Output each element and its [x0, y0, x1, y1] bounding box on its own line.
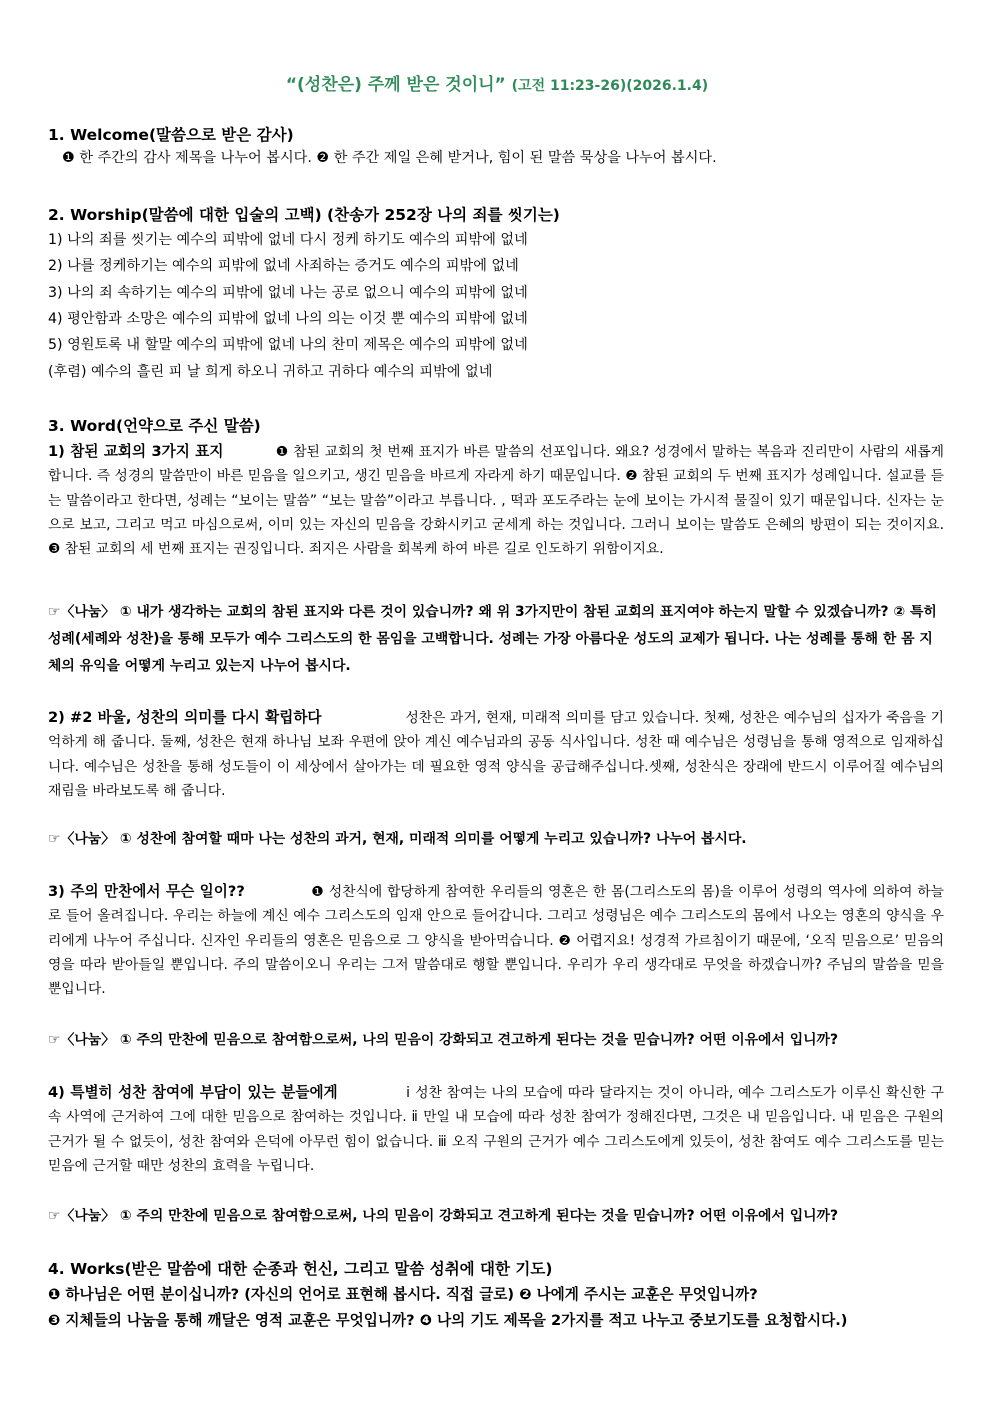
works-line-2: ❸ 지체들의 나눔을 통해 깨달은 영적 교훈은 무엇입니까? ❹ 나의 기도 제목을 2가지를 적고 나누고 중보기도를 요청합시다.): [48, 1312, 848, 1329]
hymn-line: 2) 나를 정케하기는 예수의 피밖에 없네 사죄하는 증거도 예수의 피밖에 없네: [48, 258, 519, 274]
section-2-share-question: ☞〈나눔〉 ① 성찬에 참여할 때마 나는 성찬의 과거, 현재, 미래적 의미를 어떻게 누리고 있습니까? 나누어 봅시다.: [48, 831, 747, 847]
section-2-title: 2) #2 바울, 성찬의 의미를 다시 확립하다: [48, 709, 322, 726]
section-1-title: 1) 참된 교회의 3가지 표지: [48, 443, 224, 460]
title-main: “(성찬은) 주께 받은 것이니”: [285, 75, 506, 95]
welcome-text: ❶ 한 주간의 감사 제목을 나누어 봅시다. ❷ 한 주간 제일 은혜 받거나, 힘이 된 말씀 묵상을 나누어 봅시다.: [62, 150, 717, 166]
title-reference: (고전 11:23-26)(2026.1.4): [511, 78, 709, 94]
section-4-paragraph: [48, 1081, 944, 1178]
section-3-body: ❶ 성찬식에 합당하게 참여한 우리들의 영혼은 한 몸(그리스도의 몸)을 이루어 성령의 역사에 의하여 하늘로 들어 올려집니다. 우리는 하늘에 계신 예수 그리스도의 임재 안으로 들어갑니다. 그리고 성령님은 예수 그리스도의 몸에서 나오는 영혼의 양식을 우리에게 나누어 주십니다. 신자인 우리들의 영혼은 믿음으로 그 양식을 받아먹습니다. ❷ 어렵지요! 성경적 가르침이기 때문에, ‘오직 믿음으로’ 믿음의 영을 따라 받아들일 뿐입니다. 주의 말씀이오니 우리는 그저 말씀대로 행할 뿐입니다. 우리가 우리 생각대로 무엇을 하겠습니까? 주님의 말씀을 믿을 뿐입니다.: [48, 884, 944, 998]
hymn-line: 5) 영원토록 내 할말 예수의 피밖에 없네 나의 찬미 제목은 예수의 피밖에 없네: [48, 337, 528, 353]
section-1-share-question: ☞〈나눔〉 ① 내가 생각하는 교회의 참된 표지와 다른 것이 있습니까? 왜 위 3가지만이 참된 교회의 표지여야 하는지 말할 수 있겠습니까? ② 특히 성례(세례와 성찬)을 통해 모두가 예수 그리스도의 한 몸임을 고백합니다. 성례는 가장 아름다운 성도의 교제가 됩니다. 나는 성례를 통해 한 몸 지체의 유익을 어떻게 누리고 있는지 나누어 봅시다.: [48, 604, 937, 674]
section-2-paragraph: [48, 706, 944, 803]
section-4-body: ⅰ 성찬 참여는 나의 모습에 따라 달라지는 것이 아니라, 예수 그리스도가 이루신 확신한 구속 사역에 근거하여 그에 대한 믿음으로 참여하는 것입니다. ⅱ 만일 내 모습에 따라 성찬 참여가 정해진다면, 그것은 내 믿음입니다. 내 믿음은 구원의 근거가 될 수 없듯이, 성찬 참여와 은덕에 아무런 힘이 없습니다. ⅲ 오직 구원의 근거가 예수 그리스도에게 있듯이, 성찬 참여도 예수 그리스도를 믿는 믿음에 근거할 때만 성찬의 효력을 누립니다.: [48, 1085, 945, 1174]
works-heading: 4. Works(받은 말씀에 대한 순종과 헌신, 그리고 말씀 성취에 대한 기도): [48, 1260, 553, 1278]
worship-heading: 2. Worship(말씀에 대한 입술의 고백) (찬송가 252장 나의 죄를 씻기는): [48, 206, 560, 224]
section-4-share-question: ☞〈나눔〉 ① 주의 만찬에 믿음으로 참여함으로써, 나의 믿음이 강화되고 견고하게 된다는 것을 믿습니까? 어떤 이유에서 입니까?: [48, 1208, 839, 1224]
section-4-title: 4) 특별히 성찬 참여에 부담이 있는 분들에게: [48, 1084, 338, 1101]
word-heading: 3. Word(언약으로 주신 말씀): [48, 417, 261, 435]
section-1-paragraph: [48, 440, 944, 561]
hymn-chorus: (후렴) 예수의 흘린 피 날 희게 하오니 귀하고 귀하다 예수의 피밖에 없네: [48, 364, 493, 380]
section-3-paragraph: [48, 880, 944, 1001]
hymn-line: 4) 평안함과 소망은 예수의 피밖에 없네 나의 의는 이것 뿐 예수의 피밖에 없네: [48, 311, 528, 327]
section-1-body: ❶ 참된 교회의 첫 번째 표지가 바른 말씀의 선포입니다. 왜요? 성경에서 말하는 복음과 진리만이 사람의 새롭게 합니다. 즉 성경의 말씀만이 바른 믿음을 일으키고, 생긴 믿음을 바르게 자라게 하기 때문입니다. ❷ 참된 교회의 두 번째 표지가 성례입니다. 설교를 듣는 말씀이라고 한다면, 성례는 “보이는 말씀” “보는 말씀”이라고 부릅니다. , 떡과 포도주라는 눈에 보이는 가시적 물질이 있기 때문입니다. 신자는 눈으로 보고, 그리고 먹고 마심으로써, 이미 있는 자신의 믿음을 강화시키고 굳세게 하는 것입니다. 그러니 보이는 말씀도 은혜의 방편이 되는 것이지요. ❸ 참된 교회의 세 번째 표지는 권징입니다. 죄지은 사람을 회복케 하여 바른 길로 인도하기 위함이지요.: [48, 444, 944, 558]
section-3-share-question: ☞〈나눔〉 ① 주의 만찬에 믿음으로 참여함으로써, 나의 믿음이 강화되고 견고하게 된다는 것을 믿습니까? 어떤 이유에서 입니까?: [48, 1032, 839, 1048]
hymn-line: 3) 나의 죄 속하기는 예수의 피밖에 없네 나는 공로 없으니 예수의 피밖에 없네: [48, 285, 528, 301]
welcome-heading: 1. Welcome(말씀으로 받은 감사): [48, 126, 294, 144]
hymn-line: 1) 나의 죄를 씻기는 예수의 피밖에 없네 다시 정케 하기도 예수의 피밖에 없네: [48, 232, 528, 248]
section-2-body: 성찬은 과거, 현재, 미래적 의미를 담고 있습니다. 첫째, 성찬은 예수님의 십자가 죽음을 기억하게 해 줍니다. 둘째, 성찬은 현재 하나님 보좌 우편에 앉아 계신 예수님과의 공동 식사입니다. 성찬 때 예수님은 성령님을 통해 영적으로 임재하십니다. 예수님은 성찬을 통해 성도들이 이 세상에서 살아가는 데 필요한 영적 양식을 공급해주십니다.셋째, 성찬식은 장래에 반드시 이루어질 예수님의 재림을 바라보도록 해 줍니다.: [48, 710, 945, 799]
works-line-1: ❶ 하나님은 어떤 분이십니까? (자신의 언어로 표현해 봅시다. 직접 글로) ❷ 나에게 주시는 교훈은 무엇입니까?: [48, 1286, 758, 1303]
section-3-title: 3) 주의 만찬에서 무슨 일이??: [48, 883, 245, 900]
document-title: [48, 70, 946, 95]
